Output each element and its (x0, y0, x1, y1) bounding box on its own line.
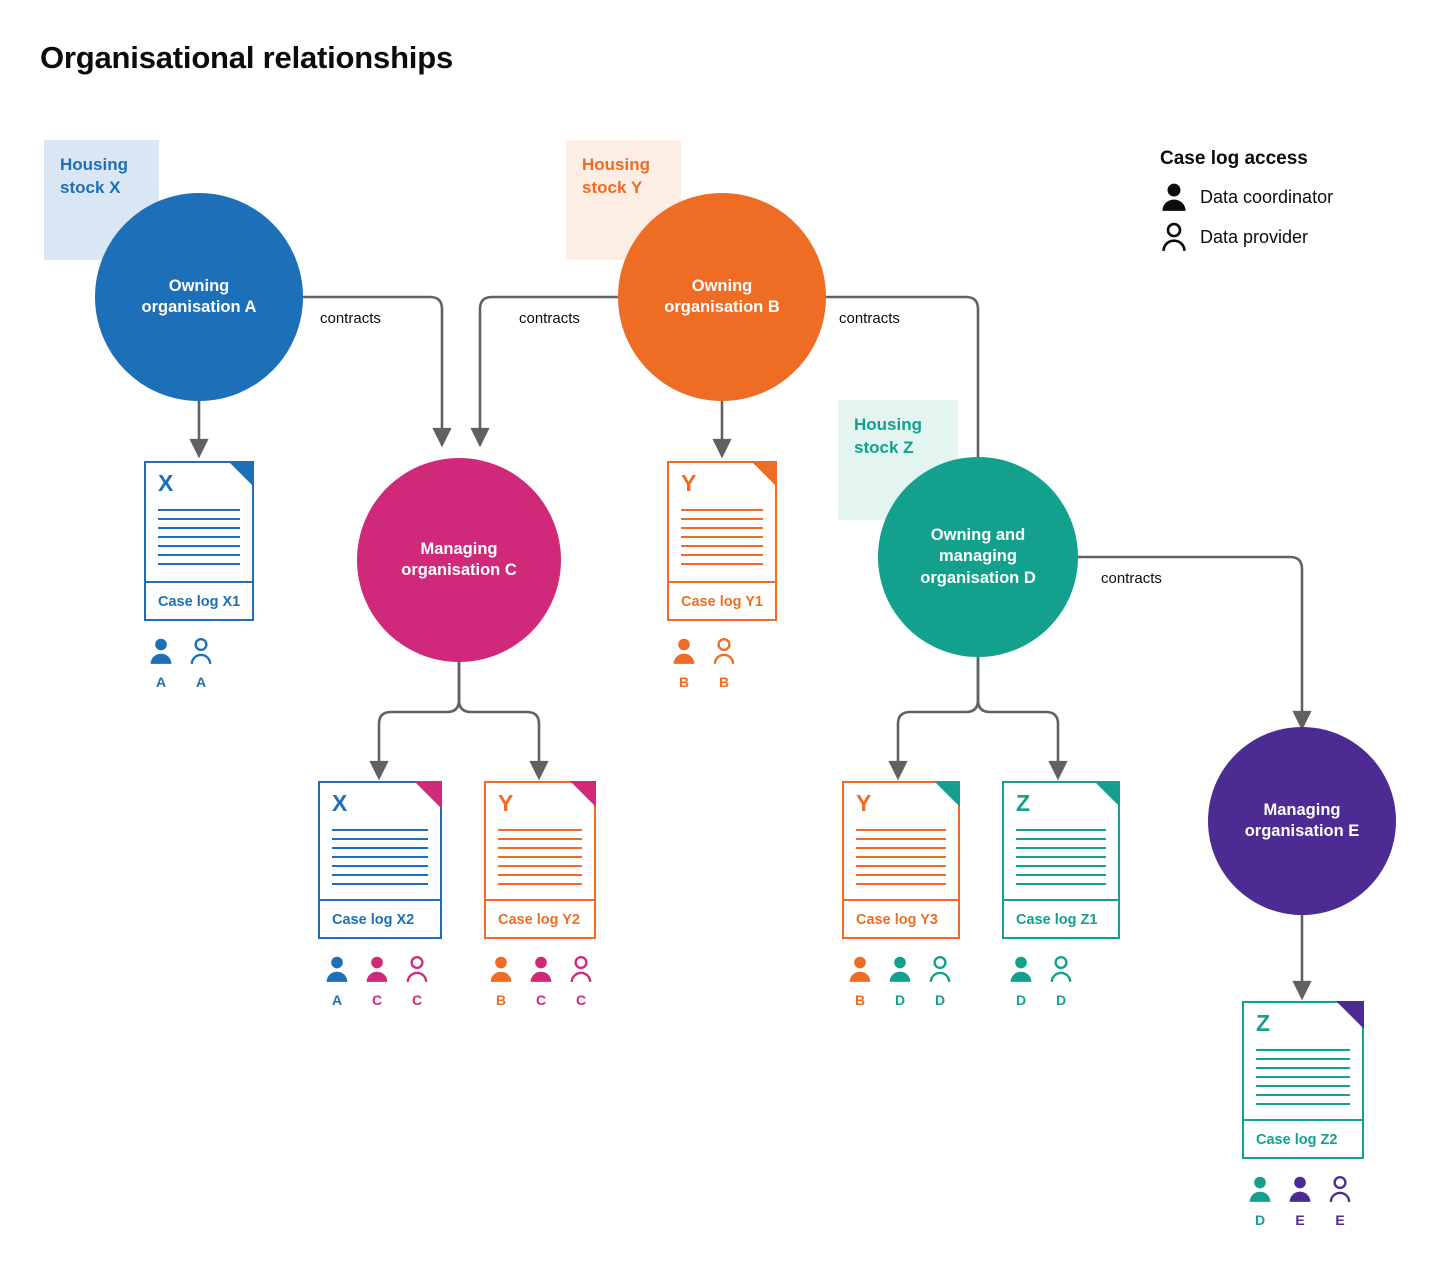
case-log-x2-caption: Case log X2 (332, 912, 415, 928)
case-log-y2-letter: Y (498, 790, 514, 816)
housing-stock-x-line1: Housing (60, 155, 128, 174)
document-fold-icon (414, 781, 442, 809)
access-person (885, 955, 915, 1008)
person-outline-icon (568, 955, 594, 983)
case-log-y3-letter: Y (856, 790, 872, 816)
access-person (1245, 1175, 1275, 1228)
legend-label-data-coordinator: Data coordinator (1200, 186, 1334, 207)
case-log-x2-access (322, 955, 432, 1008)
case-log-y3-lines (856, 829, 946, 892)
access-person (669, 637, 699, 690)
person-filled-icon (1247, 1175, 1273, 1203)
case-log-z2-lines (1256, 1049, 1350, 1112)
access-person (1325, 1175, 1355, 1228)
org-node-e[interactable] (1208, 727, 1396, 915)
person-filled-icon (324, 955, 350, 983)
case-log-z2-document[interactable] (1242, 1001, 1364, 1159)
access-person-label: E (1335, 1212, 1345, 1228)
case-log-z1-lines (1016, 829, 1106, 892)
org-d-line2: managing (939, 547, 1017, 566)
person-filled-icon (148, 637, 174, 665)
person-filled-icon (1008, 955, 1034, 983)
legend-item-data-provider (1160, 222, 1420, 252)
legend-title: Case log access (1160, 148, 1308, 169)
divider (1244, 1119, 1362, 1121)
org-d-line1: Owning and (930, 525, 1026, 544)
person-outline-icon (1160, 222, 1188, 252)
divider (669, 581, 775, 583)
person-filled-icon (847, 955, 873, 983)
access-person-label: C (535, 992, 547, 1008)
access-person (1046, 955, 1076, 1008)
org-c-line1: Managing (420, 539, 498, 558)
divider (1004, 899, 1118, 901)
case-log-y1-access (669, 637, 739, 690)
access-person-label: B (718, 674, 730, 690)
legend-label-data-provider: Data provider (1200, 226, 1309, 247)
legend-item-data-coordinator (1160, 182, 1420, 212)
person-filled-icon (887, 955, 913, 983)
case-log-x1-lines (158, 509, 240, 572)
access-person-label: D (934, 992, 946, 1008)
case-log-y2-lines (498, 829, 582, 892)
case-log-x1-caption: Case log X1 (158, 594, 241, 610)
person-filled-icon (488, 955, 514, 983)
org-b-line2: organisation B (664, 298, 780, 316)
access-person (402, 955, 432, 1008)
edge-label-d-to-e: contracts (1098, 570, 1165, 587)
case-log-z2-caption: Case log Z2 (1256, 1132, 1338, 1148)
edge-label-b-to-d: contracts (836, 310, 903, 327)
access-person (322, 955, 352, 1008)
case-log-y1-lines (681, 509, 763, 572)
housing-stock-y-line2: stock Y (582, 177, 643, 197)
access-person (526, 955, 556, 1008)
case-log-y2-access (486, 955, 596, 1008)
case-log-z1-access (1006, 955, 1076, 1008)
access-person-label: C (411, 992, 423, 1008)
case-log-y2-document[interactable] (484, 781, 596, 939)
access-person-label: C (371, 992, 383, 1008)
case-log-x2-document[interactable] (318, 781, 442, 939)
case-log-z1-caption: Case log Z1 (1016, 912, 1098, 928)
person-outline-icon (711, 637, 737, 665)
org-e-line1: Managing (1263, 800, 1341, 819)
document-fold-icon (1094, 781, 1120, 807)
access-person-label: A (155, 674, 167, 690)
person-filled-icon (1160, 182, 1188, 212)
access-person-label: D (1015, 992, 1027, 1008)
case-log-y3-document[interactable] (842, 781, 960, 939)
page-title: Organisational relationships (40, 40, 453, 75)
access-person-label: D (894, 992, 906, 1008)
access-person (362, 955, 392, 1008)
case-log-x2-lines (332, 829, 428, 892)
edge-label-a-to-c: contracts (317, 310, 384, 327)
case-log-z1-letter: Z (1016, 790, 1031, 816)
document-fold-icon (228, 461, 254, 487)
access-person-label: D (1055, 992, 1067, 1008)
housing-stock-z-line2: stock Z (854, 437, 914, 457)
access-person-label: B (854, 992, 866, 1008)
org-node-d[interactable] (878, 457, 1078, 657)
access-person (845, 955, 875, 1008)
housing-stock-y-line1: Housing (582, 155, 650, 174)
access-person (486, 955, 516, 1008)
case-log-x1-access (146, 637, 216, 690)
person-outline-icon (1327, 1175, 1353, 1203)
access-person (709, 637, 739, 690)
org-c-line2: organisation C (401, 561, 517, 579)
org-node-c[interactable] (357, 458, 561, 662)
case-log-x2-letter: X (332, 790, 348, 816)
document-fold-icon (934, 781, 960, 807)
person-outline-icon (404, 955, 430, 983)
edge-label-b-to-c: contracts (516, 310, 583, 327)
org-e-line2: organisation E (1244, 822, 1360, 840)
document-fold-icon (1336, 1001, 1364, 1029)
access-person-label: B (495, 992, 507, 1008)
access-person (186, 637, 216, 690)
person-filled-icon (364, 955, 390, 983)
access-person-label: B (678, 674, 690, 690)
case-log-y3-access (845, 955, 955, 1008)
case-log-x1-letter: X (158, 470, 174, 496)
person-outline-icon (1048, 955, 1074, 983)
person-filled-icon (1287, 1175, 1313, 1203)
person-outline-icon (188, 637, 214, 665)
divider (844, 899, 958, 901)
access-person-label: C (575, 992, 587, 1008)
access-person-label: A (331, 992, 343, 1008)
org-node-b[interactable] (618, 193, 826, 401)
legend (1160, 148, 1420, 262)
case-log-z2-letter: Z (1256, 1010, 1271, 1036)
divider (486, 899, 594, 901)
case-log-y1-caption: Case log Y1 (681, 594, 763, 610)
access-person-label: D (1254, 1212, 1266, 1228)
org-node-a[interactable] (95, 193, 303, 401)
divider (146, 581, 252, 583)
case-log-z1-document[interactable] (1002, 781, 1120, 939)
case-log-z2-access (1245, 1175, 1355, 1228)
case-log-y1-letter: Y (681, 470, 697, 496)
case-log-y3-caption: Case log Y3 (856, 912, 938, 928)
divider (320, 899, 440, 901)
access-person (925, 955, 955, 1008)
person-filled-icon (528, 955, 554, 983)
access-person-label: E (1295, 1212, 1305, 1228)
org-d-line3: organisation D (920, 568, 1036, 587)
document-fold-icon (751, 461, 777, 487)
person-outline-icon (927, 955, 953, 983)
case-log-y1-document[interactable] (667, 461, 777, 621)
org-b-line1: Owning (691, 276, 753, 295)
case-log-y2-caption: Case log Y2 (498, 912, 580, 928)
access-person (1285, 1175, 1315, 1228)
access-person (566, 955, 596, 1008)
access-person (146, 637, 176, 690)
access-person-label: A (195, 674, 207, 690)
org-a-line2: organisation A (141, 298, 257, 316)
case-log-x1-document[interactable] (144, 461, 254, 621)
housing-stock-z-line1: Housing (854, 415, 922, 434)
document-fold-icon (570, 781, 596, 807)
access-person (1006, 955, 1036, 1008)
org-a-line1: Owning (168, 276, 230, 295)
housing-stock-x-line2: stock X (60, 177, 121, 197)
person-filled-icon (671, 637, 697, 665)
